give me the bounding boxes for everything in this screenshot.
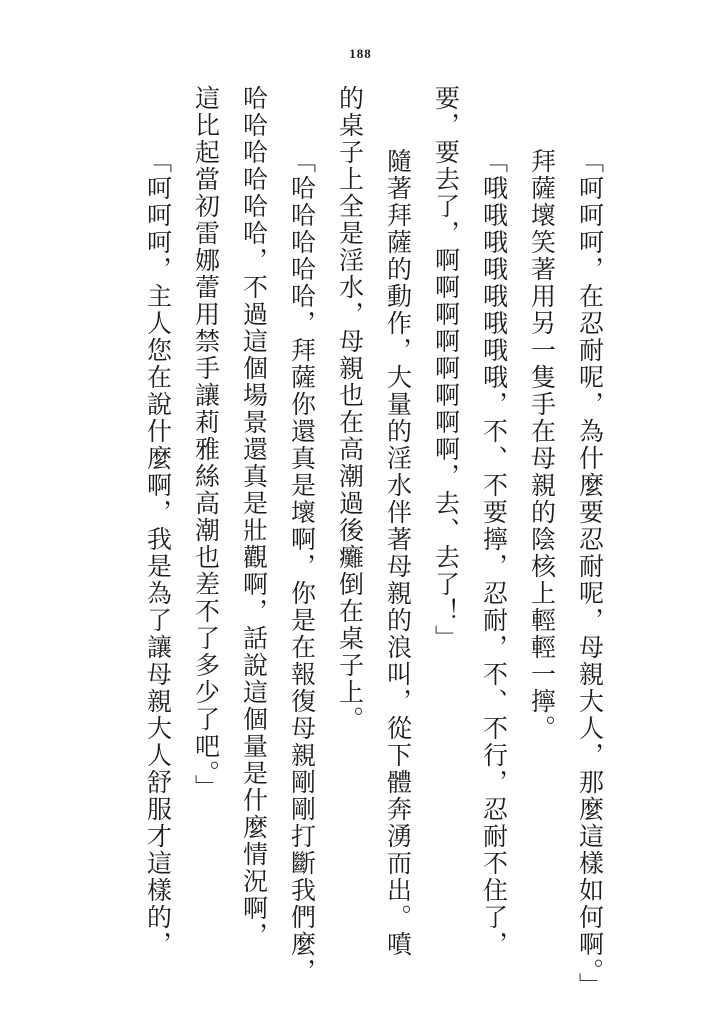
text-column: 「呵呵呵，主人您在說什麼啊，我是為了讓母親大人舒服才這樣的， [143,148,171,958]
text-column: 要，要去了，啊啊啊啊啊啊啊啊，去、去了！」 [431,85,459,652]
text-column: 「哈哈哈哈哈，拜薩你還真是壞啊，你是在報復母親剛剛打斷我們麼， [287,148,315,985]
text-column: 「呵呵呵，在忍耐呢，為什麼要忍耐呢，母親大人，那麼這樣如何啊。」 [575,148,603,1000]
text-column: 拜薩壞笑著用另一隻手在母親的陰核上輕輕一擰。 [527,148,555,742]
text-column: 的桌子上全是淫水，母親也在高潮過後癱倒在桌子上。 [335,85,363,733]
page-number: 188 [349,46,372,61]
text-column: 隨著拜薩的動作，大量的淫水伴著母親的浪叫，從下體奔湧而出。噴 [383,148,411,958]
text-column: 「哦哦哦哦哦哦哦哦，不、不要擰，忍耐，不、不行，忍耐不住了， [479,148,507,958]
text-column: 哈哈哈哈哈哈，不過這個場景還真是壯觀啊，話說這個量是什麼情況啊， [239,85,267,949]
text-column: 這比起當初雷娜蕾用禁手讓莉雅絲高潮也差不了多少了吧。」 [191,85,219,802]
